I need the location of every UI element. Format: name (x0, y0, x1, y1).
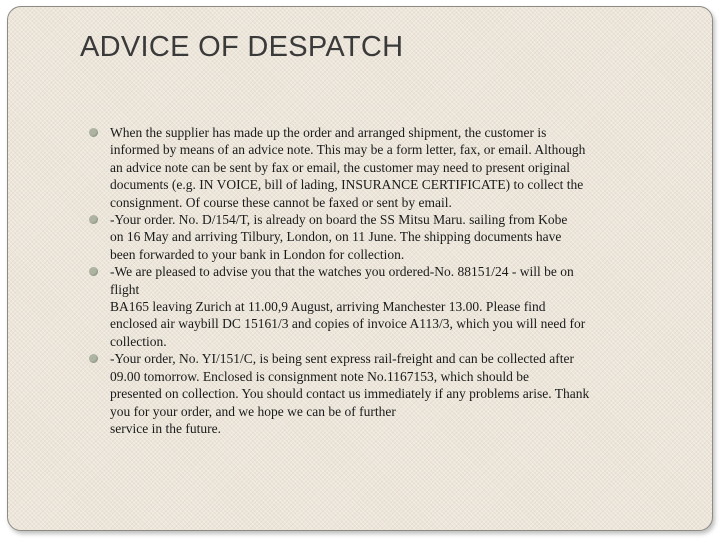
bullet-line: BA165 leaving Zurich at 11.00,9 August, arriving Manchester 13.00. Please find (110, 299, 546, 315)
bullet-line: informed by means of an advice note. This may be a form letter, fax, or email. Although (110, 142, 586, 158)
bullet-item-air-shipment (90, 263, 690, 350)
bullet-line: -Your order, No. YI/151/C, is being sent express rail-freight and can be collected after (110, 351, 574, 367)
bullet-icon (89, 267, 98, 276)
bullet-line: documents (e.g. IN VOICE, bill of lading, INSURANCE CERTIFICATE) to collect the (110, 177, 584, 193)
bullet-item-rail-shipment (90, 350, 690, 437)
bullet-line: consignment. Of course these cannot be faxed or sent by email. (110, 194, 452, 210)
bullet-line: -Your order. No. D/154/T, is already on board the SS Mitsu Maru. sailing from Kobe (110, 212, 568, 228)
bullet-item-supplier-advice (90, 124, 690, 211)
bullet-line: flight (110, 281, 140, 297)
bullet-icon (89, 128, 98, 137)
bullet-line: you for your order, and we hope we can be of further (110, 403, 396, 419)
bullet-item-sea-shipment (90, 211, 690, 263)
bullet-list (90, 124, 690, 437)
bullet-line: been forwarded to your bank in London for collection. (110, 246, 405, 262)
bullet-line: When the supplier has made up the order and arranged shipment, the customer is (110, 125, 547, 140)
bullet-line: 09.00 tomorrow. Enclosed is consignment note No.1167153, which should be (110, 368, 529, 384)
bullet-line: -We are pleased to advise you that the watches you ordered-No. 88151/24 - will be on (110, 264, 574, 280)
bullet-icon (89, 354, 98, 363)
bullet-line: presented on collection. You should contact us immediately if any problems arise. Thank (110, 386, 590, 402)
bullet-line: service in the future. (110, 420, 221, 436)
bullet-line: an advice note can be sent by fax or email, the customer may need to present original (110, 159, 570, 175)
bullet-icon (89, 215, 98, 224)
slide (7, 6, 713, 531)
bullet-line: enclosed air waybill DC 15161/3 and copies of invoice A113/3, which you will need for (110, 316, 586, 332)
slide-title: ADVICE OF DESPATCH (80, 31, 404, 63)
bullet-line: collection. (110, 333, 167, 349)
bullet-line: on 16 May and arriving Tilbury, London, on 11 June. The shipping documents have (110, 229, 562, 245)
